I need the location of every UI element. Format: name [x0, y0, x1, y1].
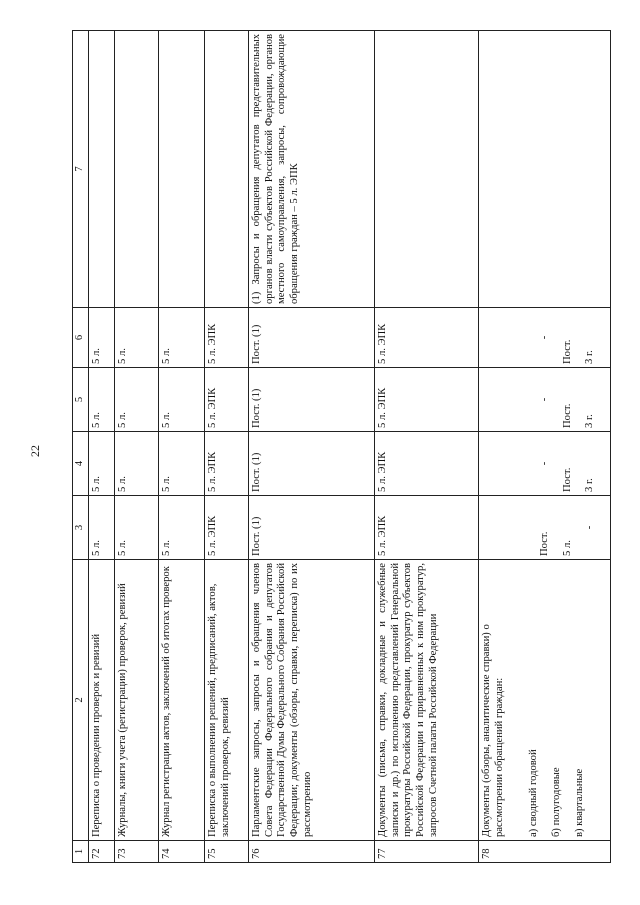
row-note: [375, 31, 479, 308]
quarterly-col4: 3 г.: [584, 478, 596, 492]
annual-col6: -: [539, 335, 550, 340]
row-term-col6: 5 л.: [159, 308, 205, 368]
row-term-col4: 5 л.: [115, 432, 159, 496]
header-cell-2: 2: [73, 560, 89, 841]
semiannual-col3: 5 л.: [561, 540, 573, 556]
row-number: 77: [375, 841, 479, 863]
row-term-col3: Пост. (1): [249, 496, 375, 560]
row-note: (1) Запросы и обращения депутатов представительных органов власти субъектов Российской Федерации, органов местного самоуправления, запросы, сопровождающие обращения граждан – 5 л. ЭПК: [249, 31, 375, 308]
row-note: [159, 31, 205, 308]
semiannual-col4: Пост.: [561, 467, 573, 492]
row-title: Переписка о выполнении решений, предписаний, актов, заключений проверок, ревизий: [205, 560, 249, 841]
subitem-semiannual: б) полугодовые: [551, 767, 563, 837]
row-term-col6: 5 л. ЭПК: [375, 308, 479, 368]
quarterly-col5: 3 г.: [584, 414, 596, 428]
annual-col5: -: [539, 397, 550, 402]
row-term-col4: 5 л.: [89, 432, 115, 496]
row-number: 78: [479, 841, 611, 863]
row-term-col4: 5 л. ЭПК: [205, 432, 249, 496]
table-row-78: [479, 31, 611, 863]
quarterly-col6: 3 г.: [584, 350, 596, 364]
table-row-74: [159, 31, 205, 863]
header-cell-1: 1: [73, 841, 89, 863]
table-row-75: [205, 31, 249, 863]
row-term-col4: 5 л. ЭПК: [375, 432, 479, 496]
row-term-col5: [479, 368, 611, 432]
row-title: Документы (обзоры, аналитические справки) о рассмотрении обращений граждан:: [481, 624, 505, 837]
row-title: Журнал регистрации актов, заключений об итогах проверок: [159, 560, 205, 841]
row-term-col6: [479, 308, 611, 368]
annual-col4: -: [539, 461, 550, 466]
row-title-with-subitems: [479, 560, 611, 841]
rotated-table-wrapper: [72, 31, 618, 863]
row-term-col3: 5 л.: [159, 496, 205, 560]
row-term-col3: 5 л.: [89, 496, 115, 560]
row-title: Парламентские запросы, запросы и обращения членов Совета Федерации Федерального собрания и депутатов Государственной Думы Федерального Собрания Российской Федерации; документы (обзоры, справки, переписка) по их рассмотрению: [249, 560, 375, 841]
row-note: [479, 31, 611, 308]
table-row-76: [249, 31, 375, 863]
row-term-col6: 5 л.: [115, 308, 159, 368]
row-title: Документы (письма, справки, докладные и служебные записки и др.) по исполнению представлений Генеральной прокуратуры Российской Федерации, прокуратур субъектов Российской Федерации и приравненных к ним прокуратур, запросов Счетной палаты Российской Федерации: [375, 560, 479, 841]
semiannual-col6: Пост.: [561, 339, 573, 364]
row-term-col5: 5 л.: [159, 368, 205, 432]
row-term-col6: Пост. (1): [249, 308, 375, 368]
row-number: 72: [89, 841, 115, 863]
row-number: 74: [159, 841, 205, 863]
header-cell-7: 7: [73, 31, 89, 308]
subitem-quarterly: в) квартальные: [573, 768, 585, 837]
row-term-col6: 5 л.: [89, 308, 115, 368]
row-term-col4: [479, 432, 611, 496]
annual-col3: Пост.: [539, 531, 550, 556]
page-number: 22: [28, 445, 42, 457]
records-table: [72, 30, 611, 863]
row-term-col3: 5 л. ЭПК: [375, 496, 479, 560]
row-term-col6: 5 л. ЭПК: [205, 308, 249, 368]
row-title: Переписка о проведении проверок и ревизий: [89, 560, 115, 841]
row-number: 76: [249, 841, 375, 863]
quarterly-col3: -: [584, 525, 596, 530]
table-row-73: [115, 31, 159, 863]
row-term-col5: 5 л. ЭПК: [375, 368, 479, 432]
header-row: [73, 31, 89, 863]
row-term-col4: 5 л.: [159, 432, 205, 496]
header-cell-4: 4: [73, 432, 89, 496]
row-note: [115, 31, 159, 308]
row-number: 75: [205, 841, 249, 863]
row-title: Журналы, книги учета (регистрации) проверок, ревизий: [115, 560, 159, 841]
header-cell-6: 6: [73, 308, 89, 368]
row-number: 73: [115, 841, 159, 863]
row-term-col5: 5 л.: [89, 368, 115, 432]
row-term-col3: 5 л.: [115, 496, 159, 560]
row-term-col3: 5 л. ЭПК: [205, 496, 249, 560]
row-note: [89, 31, 115, 308]
row-note: [205, 31, 249, 308]
table-row-72: [89, 31, 115, 863]
row-term-col5: 5 л.: [115, 368, 159, 432]
row-term-col5: Пост. (1): [249, 368, 375, 432]
row-term-col3: [479, 496, 611, 560]
header-cell-3: 3: [73, 496, 89, 560]
row-term-col5: 5 л. ЭПК: [205, 368, 249, 432]
subitem-annual: а) сводный годовой: [528, 749, 540, 837]
header-cell-5: 5: [73, 368, 89, 432]
table-row-77: [375, 31, 479, 863]
semiannual-col5: Пост.: [561, 403, 573, 428]
row-term-col4: Пост. (1): [249, 432, 375, 496]
